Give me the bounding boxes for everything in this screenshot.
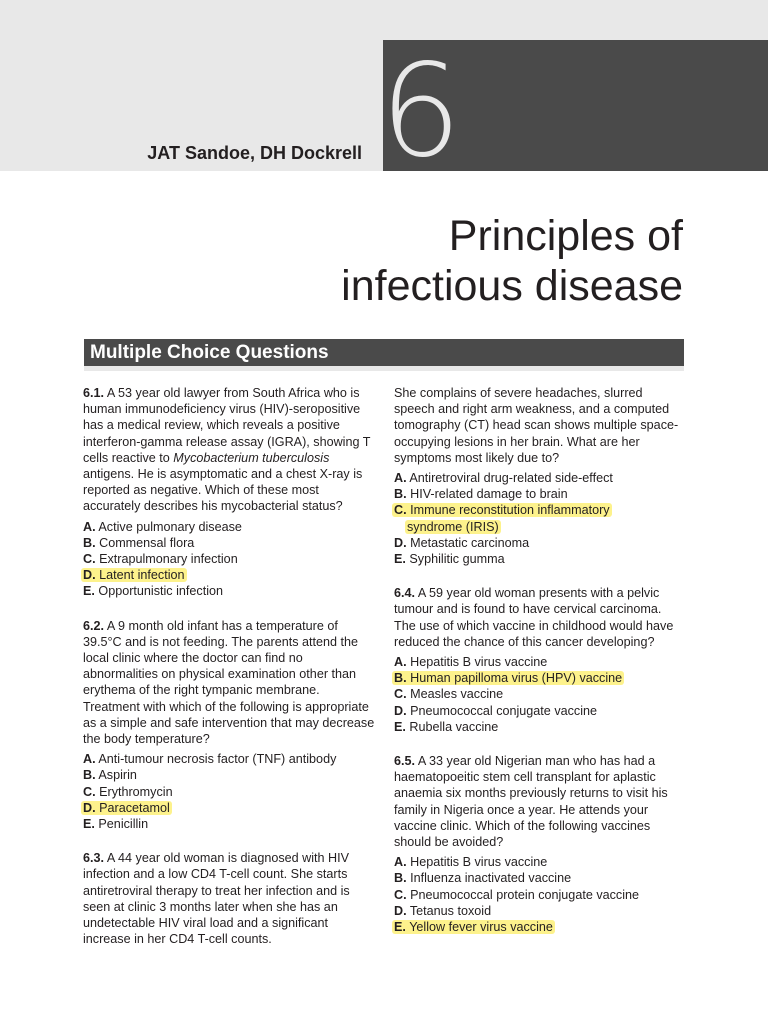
option: E. Opportunistic infection	[83, 584, 224, 599]
question-6-5	[394, 753, 686, 850]
chapter-title-line-1: Principles of	[448, 212, 683, 260]
option: E. Rubella vaccine	[394, 719, 499, 734]
chapter-title-line-2: infectious disease	[341, 262, 683, 310]
option: E. Syphilitic gumma	[394, 552, 505, 567]
option: B. Influenza inactivated vaccine	[394, 871, 572, 886]
option-correct	[83, 567, 375, 583]
answer-highlight: C. Immune reconstitution inflammatory	[394, 503, 610, 518]
answer-highlight: syndrome (IRIS)	[407, 519, 499, 534]
question-number: 6.3.	[83, 851, 105, 866]
question-6-3	[83, 850, 375, 947]
question-text: A 53 year old lawyer from South Africa who is human immunodeficiency virus (HIV)-seropositive has a medical review, which reveals a positive interferon-gamma release assay (IGRA), showing T cells reactive to	[83, 386, 371, 465]
options-6-1	[83, 519, 375, 600]
option: A. Hepatitis B virus vaccine	[394, 655, 548, 670]
chapter-number: 6	[380, 37, 458, 186]
option: E. Penicillin	[83, 817, 149, 832]
answer-highlight: D. Latent infection	[83, 568, 185, 583]
answer-highlight: D. Paracetamol	[83, 800, 170, 815]
answer-highlight: E. Yellow fever virus vaccine	[394, 920, 553, 935]
answer-highlight: B. Human papilloma virus (HPV) vaccine	[394, 671, 623, 686]
option-correct-cont	[394, 519, 686, 535]
options-6-3	[394, 470, 686, 567]
section-heading-rule	[84, 366, 684, 371]
right-column	[394, 385, 686, 935]
spacer	[394, 735, 686, 753]
question-number: 6.5.	[394, 754, 416, 769]
option: C. Pneumococcal protein conjugate vaccine	[394, 887, 640, 902]
option: D. Metastatic carcinoma	[394, 535, 530, 550]
options-6-2	[83, 751, 375, 832]
chapter-authors: JAT Sandoe, DH Dockrell	[147, 143, 362, 163]
option: C. Measles vaccine	[394, 687, 504, 702]
option-correct	[394, 670, 686, 686]
option: B. Aspirin	[83, 768, 137, 783]
spacer	[394, 567, 686, 585]
options-6-4	[394, 654, 686, 735]
option: B. Commensal flora	[83, 535, 195, 550]
spacer	[83, 600, 375, 618]
option: A. Anti-tumour necrosis factor (TNF) antibody	[83, 752, 337, 767]
spacer	[83, 832, 375, 850]
option: D. Pneumococcal conjugate vaccine	[394, 703, 598, 718]
chapter-title	[200, 211, 683, 311]
question-text: A 33 year old Nigerian man who has had a haematopoeitic stem cell transplant for aplastic anaemia six months previously returns to visit his family in Nigeria once a year. He attends your vaccine clinic. Which of the following vaccines should be avoided?	[394, 754, 668, 850]
question-text-cont: antigens. He is asymptomatic and a chest X-ray is reported as negative. Which of these most accurately describes his mycobacterial status?	[83, 467, 363, 514]
options-6-5	[394, 854, 686, 935]
question-text: A 44 year old woman is diagnosed with HIV infection and a low CD4 T-cell count. She starts antiretroviral therapy to treat her infection and is seen at clinic 3 months later when she has an undetectable HIV viral load and a significant increase in her CD4 T-cell counts.	[83, 851, 350, 947]
left-column	[83, 385, 375, 948]
option-correct	[83, 800, 375, 816]
question-6-4	[394, 585, 686, 650]
option: A. Antiretroviral drug-related side-effect	[394, 471, 613, 486]
question-text: A 59 year old woman presents with a pelvic tumour and is found to have cervical carcinoma. The use of which vaccine in childhood would have reduced the chance of this cancer developing?	[394, 586, 674, 649]
question-6-1	[83, 385, 375, 515]
option: C. Extrapulmonary infection	[83, 552, 238, 567]
question-number: 6.2.	[83, 618, 105, 633]
option: A. Active pulmonary disease	[83, 519, 242, 534]
question-text: A 9 month old infant has a temperature of 39.5°C and is not feeding. The parents attend the local clinic where the doctor can find no abnormalities on physical examination other than erythema of the right tympanic membrane. Treatment with which of the following is appropriate as a simple and safe intervention that may decrease the body temperature?	[83, 618, 375, 747]
option: D. Tetanus toxoid	[394, 903, 492, 918]
question-number: 6.4.	[394, 586, 416, 601]
question-6-2	[83, 618, 375, 748]
organism-name: Mycobacterium tuberculosis	[173, 450, 330, 465]
option: A. Hepatitis B virus vaccine	[394, 855, 548, 870]
question-number: 6.1.	[83, 386, 105, 400]
section-heading: Multiple Choice Questions	[84, 339, 684, 366]
option-correct	[394, 919, 686, 935]
option: C. Erythromycin	[83, 784, 173, 799]
option-correct	[394, 502, 686, 518]
option: B. HIV-related damage to brain	[394, 487, 568, 502]
question-6-3-continued: She complains of severe headaches, slurred speech and right arm weakness, and a computed tomography (CT) head scan shows multiple space-occupying lesions in her brain. What are her symptoms most likely due to?	[394, 386, 679, 465]
